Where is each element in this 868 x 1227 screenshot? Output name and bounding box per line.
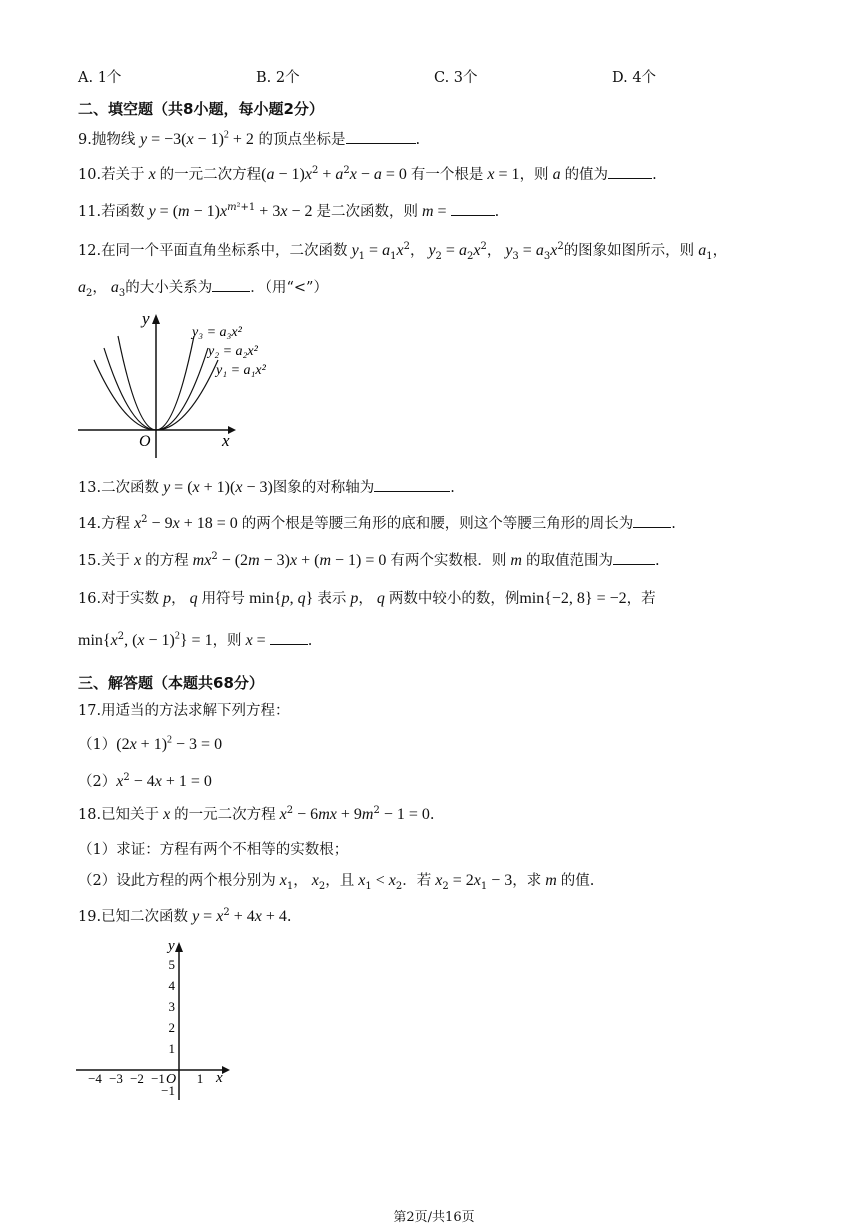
question-17: 17.用适当的方法求解下列方程： [78,703,290,719]
answer-blank[interactable] [633,527,671,528]
y-tick-label: 3 [168,999,175,1014]
x-tick-label: 1 [196,1071,204,1086]
option-c: C. 3个 [434,70,478,86]
section3-heading: 三、解答题（本题共68分） [78,674,264,692]
option-a: A. 1个 [78,70,122,86]
choice-options-row [78,66,798,86]
question-13: 13.二次函数 y = (x + 1)(x − 3)图象的对称轴为 . [78,479,455,496]
question-16-line1: 16.对于实数 p， q 用符号 min{p, q} 表示 p， q 两数中较小的数，例min{−2, 8} = −2，若 [78,590,656,607]
question-15: 15.关于 x 的方程 $mx^2 - (2m - 3)x + (m - 1) = 0$ 有两个实数根．则 m 的取值范围为 . [78,551,660,569]
question-18-part1: （1）求证：方程有两个不相等的实数根； [78,842,349,858]
y-tick-label: 1 [168,1041,175,1056]
question-19: 19.已知二次函数 $y = x^2 + 4x + 4$. [78,907,292,925]
answer-blank[interactable] [613,564,655,565]
answer-blank[interactable] [270,644,308,645]
page-footer: 第2页/共16页 [393,1210,475,1225]
question-17-part2: $(2)x^2 - 4x + 1 = 0$ [78,772,212,790]
curve-label-y2: y₂ = a₂x² [208,344,258,359]
question-17-part1: $(1)(2x + 1)^2 - 3 = 0$ [78,734,223,753]
answer-blank[interactable] [374,491,450,492]
y-axis-arrow-icon [175,942,183,952]
option-d: D. 4个 [612,70,657,86]
x-tick-label: −1 [151,1071,165,1086]
y-tick-label: 5 [168,957,175,972]
x-tick-label: −3 [109,1071,123,1086]
option-b: B. 2个 [256,70,300,86]
x-tick-label: −4 [88,1071,102,1086]
x-tick-label: −2 [130,1071,144,1086]
curve-label-y3: y₃ = a₃x² [192,325,242,340]
question-10: 10.若关于 x 的一元二次方程$(a - 1)x^2 + a^2x - a = 0$ 有一个根是 x = 1，则 a 的值为 . [78,165,657,183]
x-axis-arrow-icon [222,1066,230,1074]
y-axis-label: y [168,938,175,954]
origin-label: O [166,1072,177,1087]
answer-blank[interactable] [346,143,416,144]
y-tick-label: 4 [168,978,175,993]
x-axis-label: x [216,1070,223,1086]
question-16-line2: $\min\{x^2$, $(x - 1)^2\} = 1$，则 x = . [78,630,313,649]
x-axis-label: x [222,431,230,450]
curve-label-y1: y₁ = a₁x² [216,363,266,378]
coordinate-axes-graph [76,932,246,1108]
answer-blank[interactable] [608,178,652,179]
origin-label: O [139,433,151,450]
answer-blank[interactable] [451,215,495,216]
section2-heading: 二、填空题（共8小题，每小题2分） [78,100,324,118]
question-14: 14.方程 $x^2 - 9x + 18 = 0$ 的两个根是等腰三角形的底和腰，则这个等腰三角形的周长为 . [78,514,676,532]
y-tick-label: 2 [168,1020,175,1035]
answer-blank[interactable] [212,291,250,292]
question-9: 9.抛物线 $y = -3(x - 1)^2 + 2$ 的顶点坐标是 . [78,129,421,148]
parabola-graph [78,308,288,460]
question-11: 11.若函数 $y = (m - 1)x^{m^2+1} + 3x - 2$ 是二次函数，则 m = . [78,202,500,220]
y-axis-label: y [142,309,150,328]
question-12-line2: $a_2$， $a_3$的大小关系为 ．（用“<”） [78,279,328,299]
y-axis-arrow-icon [152,314,160,324]
y-tick-label: −1 [161,1083,175,1098]
question-18: 18.已知关于 x 的一元二次方程 $x^2 - 6mx + 9m^2 - 1 = 0$. [78,805,435,823]
question-18-part2: （2）设此方程的两个根分别为 $x_1$， $x_2$，且 $x_1 < x_2$．若 $x_2 = 2x_1 - 3$，求 m 的值. [78,872,595,892]
question-12-line1: 12.在同一个平面直角坐标系中，二次函数 $y_1 = a_1x^2$， $y_2 = a_2x^2$， $y_3 = a_3x^2$的图象如图所示，则 $a_1$， [78,241,728,262]
